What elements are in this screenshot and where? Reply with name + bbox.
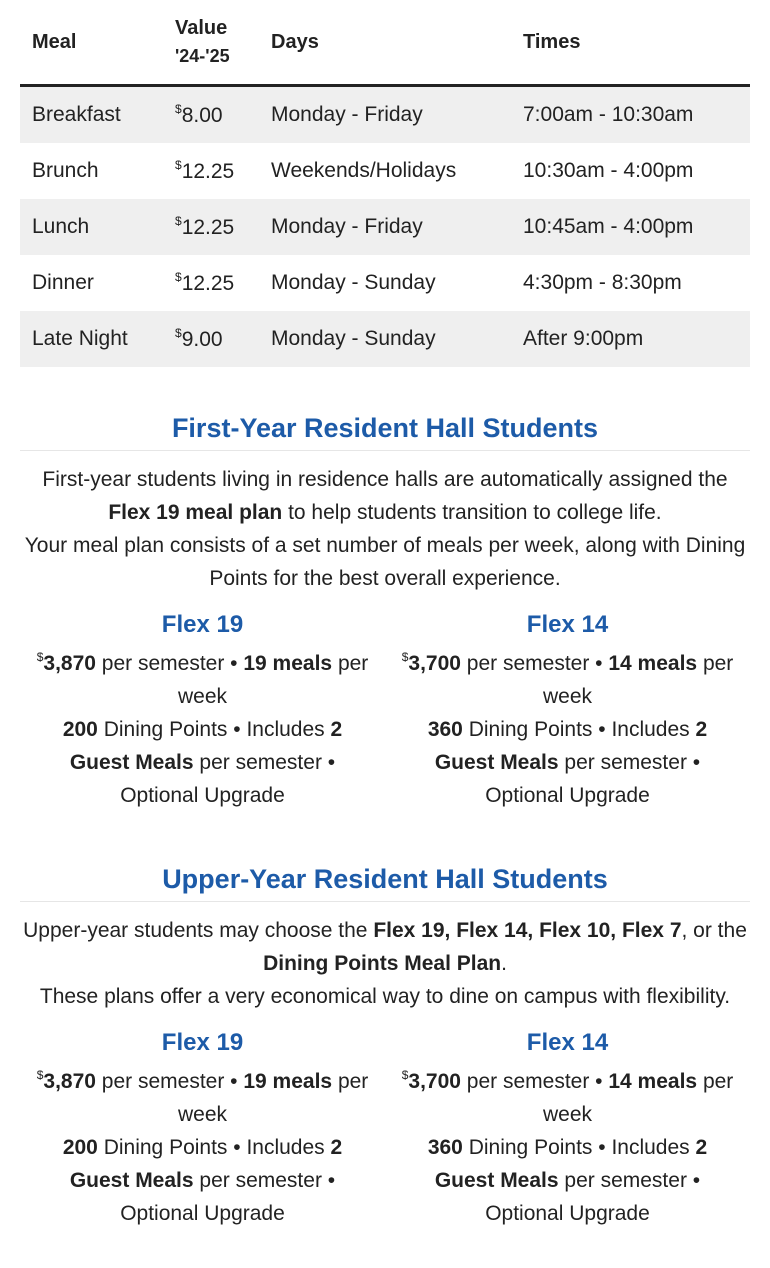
plan-tail: per semester • Optional Upgrade bbox=[120, 751, 336, 807]
plan-title: Flex 14 bbox=[526, 611, 609, 638]
plan-details bbox=[397, 641, 738, 812]
table-row bbox=[20, 311, 750, 367]
meal-value-cell bbox=[163, 86, 259, 144]
meal-value: 9.00 bbox=[181, 328, 223, 351]
upper-year-p2: These plans offer a very economical way to dine on campus with flexibility. bbox=[39, 985, 731, 1008]
plan-points: 200 bbox=[62, 1136, 98, 1159]
upper-year-p1b: , or the bbox=[681, 919, 747, 942]
plan-tail: per semester • Optional Upgrade bbox=[485, 1169, 701, 1225]
upper-year-p1a: Upper-year students may choose the bbox=[23, 919, 374, 942]
meal-times-cell: 4:30pm - 8:30pm bbox=[523, 271, 682, 294]
meal-pricing-table bbox=[20, 0, 750, 367]
currency-symbol: $ bbox=[36, 650, 44, 664]
meal-value: 8.00 bbox=[181, 104, 223, 127]
meal-value-cell bbox=[163, 143, 259, 199]
plan-price: 3,700 bbox=[408, 652, 461, 675]
header-value bbox=[163, 0, 259, 86]
meal-times-cell: 7:00am - 10:30am bbox=[511, 86, 750, 144]
first-year-p2: to help students transition to college life. bbox=[282, 501, 662, 524]
meal-days-cell: Monday - Sunday bbox=[259, 311, 511, 367]
flex19-plan-highlight: Flex 19 meal plan bbox=[108, 501, 283, 524]
plan-price: 3,870 bbox=[43, 1070, 96, 1093]
meal-name-cell: Breakfast bbox=[20, 86, 163, 144]
header-days: Days bbox=[259, 0, 511, 86]
table-row bbox=[20, 86, 750, 144]
plan-per-semester: per semester • bbox=[460, 652, 609, 675]
meal-times-cell: After 9:00pm bbox=[511, 311, 750, 367]
first-year-intro bbox=[20, 463, 750, 595]
meal-value-cell bbox=[163, 311, 259, 367]
plan-guest-count: 2 bbox=[695, 718, 708, 741]
meal-days-cell: Weekends/Holidays bbox=[271, 159, 457, 182]
currency-symbol: $ bbox=[175, 326, 182, 340]
plan-per-week: per week bbox=[542, 1070, 734, 1126]
plan-guest-label: Guest Meals bbox=[434, 751, 559, 774]
upper-year-plan-list: Flex 19, Flex 14, Flex 10, Flex 7 bbox=[373, 919, 682, 942]
currency-symbol: $ bbox=[175, 158, 182, 172]
header-value-year: '24-'25 bbox=[175, 46, 230, 66]
plan-points: 200 bbox=[62, 718, 98, 741]
plan-title: Flex 19 bbox=[161, 1029, 244, 1056]
plan-points: 360 bbox=[427, 718, 463, 741]
upper-year-intro bbox=[20, 914, 750, 1013]
first-year-p3: Your meal plan consists of a set number of meals per week, along with Dining Points for the best overall experience. bbox=[24, 534, 746, 590]
currency-symbol: $ bbox=[401, 650, 409, 664]
meal-name-cell: Late Night bbox=[20, 311, 163, 367]
table-row bbox=[20, 199, 750, 255]
currency-symbol: $ bbox=[401, 1068, 409, 1082]
plan-card bbox=[20, 1029, 385, 1230]
currency-symbol: $ bbox=[175, 214, 182, 228]
meal-days-cell: Monday - Sunday bbox=[271, 271, 436, 294]
plan-guest-label: Guest Meals bbox=[69, 751, 194, 774]
plan-title: Flex 19 bbox=[161, 611, 244, 638]
plan-tail: per semester • Optional Upgrade bbox=[485, 751, 701, 807]
plan-guest-count: 2 bbox=[330, 1136, 343, 1159]
first-year-title: First-Year Resident Hall Students bbox=[20, 413, 750, 451]
plan-card bbox=[385, 611, 750, 812]
plan-guest-label: Guest Meals bbox=[69, 1169, 194, 1192]
plan-per-semester: per semester • bbox=[95, 1070, 244, 1093]
meal-value: 12.25 bbox=[181, 160, 235, 183]
meal-times-cell: 10:45am - 4:00pm bbox=[511, 199, 750, 255]
plan-card bbox=[20, 611, 385, 812]
plan-title: Flex 14 bbox=[526, 1029, 609, 1056]
plan-per-semester: per semester • bbox=[460, 1070, 609, 1093]
plan-per-week: per week bbox=[542, 652, 734, 708]
plan-points: 360 bbox=[427, 1136, 463, 1159]
plan-details bbox=[32, 1059, 373, 1230]
plan-meals: 19 meals bbox=[243, 1070, 333, 1093]
plan-points-text: Dining Points • Includes bbox=[97, 718, 331, 741]
dining-points-plan-highlight: Dining Points Meal Plan bbox=[263, 952, 502, 975]
meal-value: 12.25 bbox=[181, 216, 235, 239]
meal-value-cell bbox=[163, 255, 259, 311]
currency-symbol: $ bbox=[36, 1068, 44, 1082]
meal-value-cell bbox=[163, 199, 259, 255]
plan-meals: 14 meals bbox=[608, 652, 698, 675]
meal-name-cell: Lunch bbox=[20, 199, 163, 255]
upper-year-p1c: . bbox=[501, 952, 507, 975]
table-row bbox=[20, 255, 750, 311]
header-times: Times bbox=[511, 0, 750, 86]
meal-value: 12.25 bbox=[181, 272, 235, 295]
plan-meals: 19 meals bbox=[243, 652, 333, 675]
header-meal: Meal bbox=[20, 0, 163, 86]
plan-price: 3,870 bbox=[43, 652, 96, 675]
plan-card bbox=[385, 1029, 750, 1230]
plan-per-semester: per semester • bbox=[95, 652, 244, 675]
plan-details bbox=[32, 641, 373, 812]
plan-points-text: Dining Points • Includes bbox=[462, 718, 696, 741]
currency-symbol: $ bbox=[175, 102, 182, 116]
first-year-plans bbox=[20, 611, 750, 812]
meal-days-cell: Monday - Friday bbox=[259, 199, 511, 255]
plan-points-text: Dining Points • Includes bbox=[97, 1136, 331, 1159]
meal-name-cell: Brunch bbox=[32, 159, 99, 182]
first-year-p1: First-year students living in residence halls are automatically assigned the bbox=[42, 468, 728, 491]
meal-days-cell: Monday - Friday bbox=[259, 86, 511, 144]
plan-tail: per semester • Optional Upgrade bbox=[120, 1169, 336, 1225]
plan-price: 3,700 bbox=[408, 1070, 461, 1093]
table-row bbox=[20, 143, 750, 199]
plan-points-text: Dining Points • Includes bbox=[462, 1136, 696, 1159]
upper-year-title: Upper-Year Resident Hall Students bbox=[20, 864, 750, 902]
table-header-row bbox=[20, 0, 750, 86]
meal-name-cell: Dinner bbox=[32, 271, 94, 294]
plan-details bbox=[397, 1059, 738, 1230]
plan-guest-count: 2 bbox=[695, 1136, 708, 1159]
meal-times-cell: 10:30am - 4:00pm bbox=[523, 159, 694, 182]
upper-year-plans bbox=[20, 1029, 750, 1230]
plan-guest-count: 2 bbox=[330, 718, 343, 741]
plan-per-week: per week bbox=[177, 652, 369, 708]
plan-guest-label: Guest Meals bbox=[434, 1169, 559, 1192]
plan-meals: 14 meals bbox=[608, 1070, 698, 1093]
currency-symbol: $ bbox=[175, 270, 182, 284]
header-value-label: Value bbox=[175, 17, 228, 39]
plan-per-week: per week bbox=[177, 1070, 369, 1126]
